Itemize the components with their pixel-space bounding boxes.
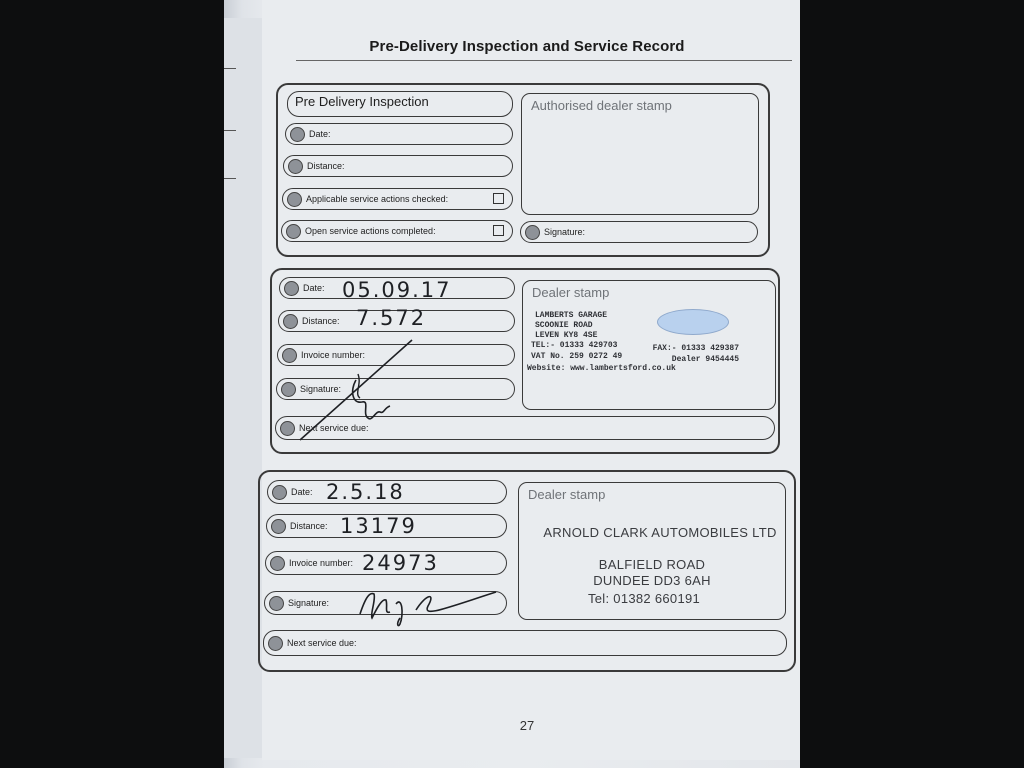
service-2-next-service-field	[263, 630, 787, 656]
stamp-line: VAT No. 259 0272 49	[531, 352, 623, 361]
bullet-icon	[272, 485, 287, 500]
pdi-service-actions-checked-field	[282, 188, 513, 210]
service-1-next-service-label: Next service due:	[299, 423, 369, 433]
service-1-signature-label: Signature:	[300, 384, 342, 394]
stamp-line: DUNDEE DD3 6AH	[593, 573, 711, 588]
service-1-signature-scrawl	[292, 334, 432, 444]
stamp-line: Dealer 9454445	[671, 355, 739, 364]
pdi-distance-field	[283, 155, 513, 177]
service-2-dealer-stamp-box	[518, 482, 786, 620]
service-2-date-label: Date:	[291, 487, 313, 497]
stamp-line: FAX:- 01333 429387	[652, 344, 739, 353]
pdi-open-actions-completed-field	[281, 220, 513, 242]
service-2-distance-label: Distance:	[290, 521, 328, 531]
bullet-icon	[268, 636, 283, 651]
pdi-signature-label: Signature:	[544, 227, 586, 237]
title-rule	[296, 60, 792, 61]
pdi-heading-field	[287, 91, 513, 117]
stamp-line: BALFIELD ROAD	[598, 557, 706, 572]
service-2-signature-label: Signature:	[288, 598, 330, 608]
bullet-icon	[270, 556, 285, 571]
service-2-panel	[258, 470, 796, 672]
pdi-signature-field	[520, 221, 758, 243]
stamp-line: LEVEN KY8 4SE	[535, 331, 598, 340]
bullet-icon	[525, 225, 540, 240]
stamp-line: TEL:- 01333 429703	[531, 341, 618, 350]
service-1-dealer-stamp-box	[522, 280, 776, 410]
service-2-next-service-label: Next service due:	[287, 638, 357, 648]
service-1-date-label: Date:	[303, 283, 325, 293]
checkbox-icon	[493, 225, 504, 236]
pdi-panel	[276, 83, 770, 257]
service-1-panel	[270, 268, 780, 454]
service-2-date-value: 2.5.18	[326, 480, 405, 504]
stamp-line: Website: www.lambertsford.co.uk	[527, 364, 676, 373]
dark-background-right	[800, 0, 1024, 768]
service-2-dealer-stamp-label: Dealer stamp	[528, 487, 606, 502]
bullet-icon	[283, 314, 298, 329]
service-1-distance-label: Distance:	[302, 316, 340, 326]
service-1-invoice-label: Invoice number:	[301, 350, 366, 360]
service-1-distance-value: 7.572	[356, 306, 427, 330]
bullet-icon	[269, 596, 284, 611]
authorised-dealer-stamp-label: Authorised dealer stamp	[531, 98, 672, 113]
service-2-invoice-label: Invoice number:	[289, 558, 354, 568]
previous-page-rule	[224, 130, 236, 131]
stamp-line: SCOONIE ROAD	[535, 321, 593, 330]
pdi-date-label: Date:	[309, 129, 331, 139]
ford-logo-icon	[657, 309, 729, 335]
bullet-icon	[290, 127, 305, 142]
pdi-date-field	[285, 123, 513, 145]
bullet-icon	[284, 281, 299, 296]
service-2-invoice-value: 24973	[362, 551, 439, 575]
bullet-icon	[287, 192, 302, 207]
page-number: 27	[519, 718, 535, 733]
service-1-dealer-stamp-label: Dealer stamp	[532, 285, 610, 300]
previous-page-rule	[224, 178, 236, 179]
service-2-distance-value: 13179	[340, 514, 417, 538]
authorised-dealer-stamp-box	[521, 93, 759, 215]
pdi-heading: Pre Delivery Inspection	[295, 94, 429, 109]
bullet-icon	[288, 159, 303, 174]
page-title: Pre-Delivery Inspection and Service Record	[369, 38, 685, 55]
pdi-distance-label: Distance:	[307, 161, 345, 171]
previous-page-rule	[224, 68, 236, 69]
pdi-service-actions-checked-label: Applicable service actions checked:	[306, 194, 449, 204]
service-booklet	[224, 0, 800, 768]
stamp-line: Tel: 01382 660191	[587, 591, 701, 606]
bullet-icon	[286, 224, 301, 239]
stamp-line: ARNOLD CLARK AUTOMOBILES LTD	[543, 525, 777, 540]
stamp-line: LAMBERTS GARAGE	[535, 311, 608, 320]
service-record-page	[262, 0, 800, 760]
service-2-signature-scrawl	[356, 584, 506, 628]
checkbox-icon	[493, 193, 504, 204]
bullet-icon	[271, 519, 286, 534]
pdi-open-actions-completed-label: Open service actions completed:	[305, 226, 436, 236]
service-1-date-value: 05.09.17	[342, 278, 452, 302]
dark-background-left	[0, 0, 224, 768]
